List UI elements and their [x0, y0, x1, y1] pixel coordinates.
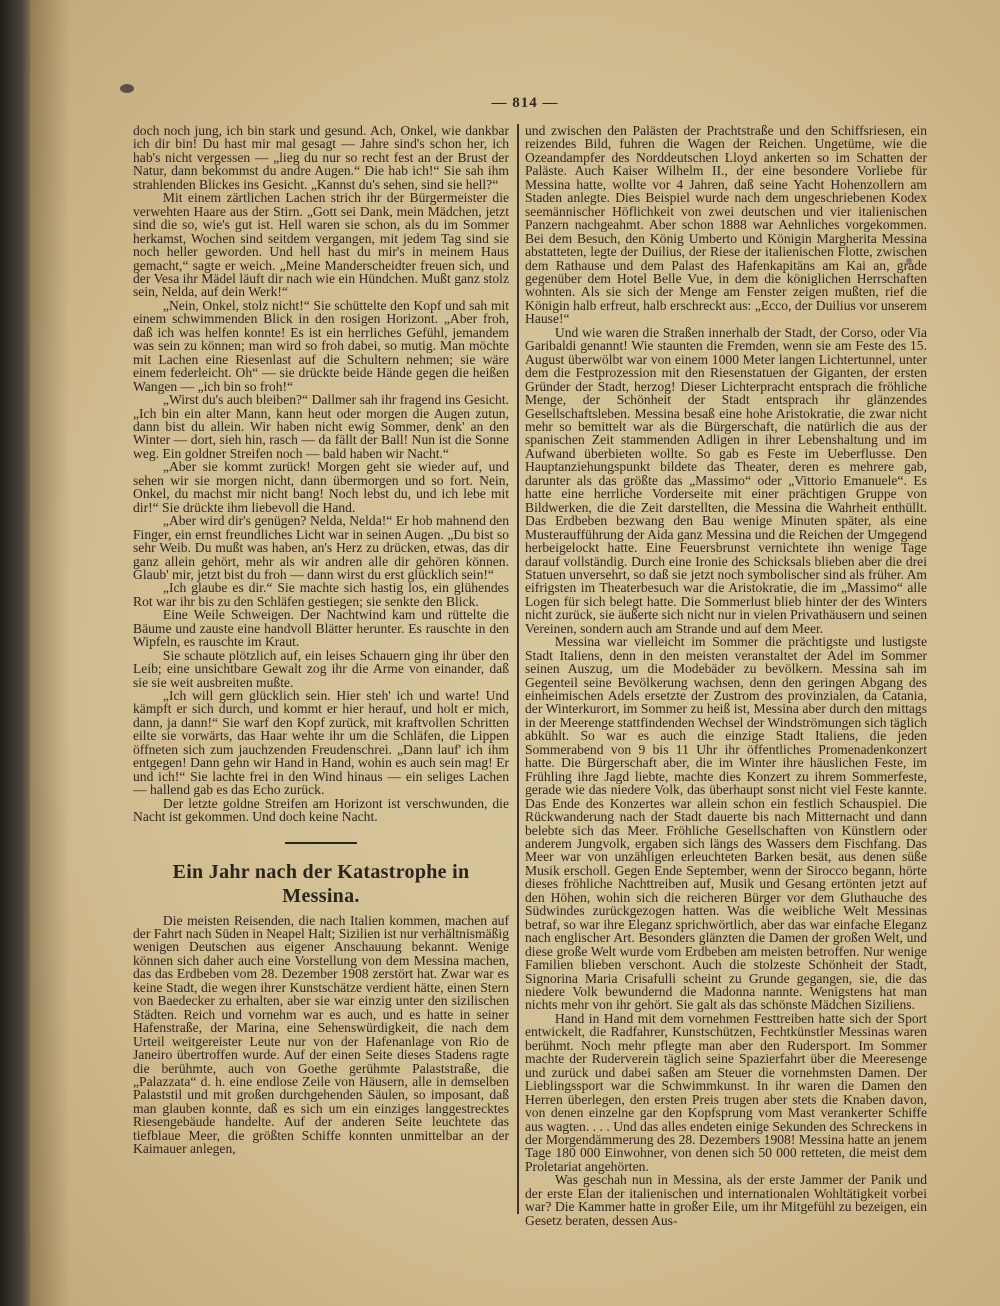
story-paragraph: „Aber wird dir's genügen? Nelda, Nelda!“ Er hob mahnend den Finger, ein ernst freundliches Licht war in seinen Augen. „Du bist so sehr Weib. Du mußt was haben, an's Herz zu drücken, etwas, das dir ganz allein gehört, mehr als wir andren alle dir gehören können. Glaub' mir, jetzt bist du froh — dann wirst du erst glücklich sein!“: [133, 513, 509, 582]
article-title: Ein Jahr nach der Katastrophe in Messina.: [172, 860, 470, 907]
left-column: [133, 124, 509, 1156]
story-paragraph: Der letzte goldne Streifen am Horizont ist verschwunden, die Nacht ist gekommen. Und doch keine Nacht.: [133, 795, 509, 825]
story-paragraph: Mit einem zärtlichen Lachen strich ihr der Bürgermeister die verwehten Haare aus der Stirn. „Gott sei Dank, mein Mädchen, jetzt sind die so, wie's gut ist. Hell waren sie schon, als du im Sommer herkamst, Wochen sind seitdem vergangen, mit jedem Tag sind sie noch heller geworden. Und hell hast du mir's in meinem Haus gemacht,“ sagte er weich. „Meine Manderscheidter freuen sich, und der Vesa ihr Mädel läuft dir nach wie ein Hündchen. Mußt ganz stolz sein, Nelda, auf dein Werk!“: [133, 190, 509, 300]
page-number: — 814 —: [491, 95, 559, 111]
story-paragraph: „Ich glaube es dir.“ Sie machte sich hastig los, ein glühendes Rot war ihr bis zu den Schläfen gestiegen; sie senkte den Blick.: [133, 580, 509, 609]
story-continuation: [133, 124, 509, 824]
story-paragraph: „Wirst du's auch bleiben?“ Dallmer sah ihr fragend ins Gesicht. „Ich bin ein alter Mann, kann heut oder morgen die Augen zutun, dann bist du allein. Wir haben nicht ewig Sommer, denk' an den Winter — dort, sieh hin, rasch — da fällt der Ball! Nun ist die Sonne weg. Ein goldner Streifen noch — bald haben wir Nacht.“: [133, 392, 509, 461]
article-paragraph: Die meisten Reisenden, die nach Italien kommen, machen auf der Fahrt nach Süden in Neapel Halt; Sizilien ist nur verhältnismäßig wenigen Deutschen aus eigener Anschauung bekannt. Wenige können sich daher auch eine Vorstellung von dem Messina machen, das das Erdbeben vom 28. Dezember 1908 zerstört hat. Zwar war es keine Stadt, die wegen ihrer Kunstschätze verdient hätte, einen Stern von Baedecker zu erhalten, aber sie war einzig unter den sizilischen Städten. Reich und vornehm war es auch, und es hatte in seiner Hafenstraße, der Marina, eine Sehenswürdigkeit, die nach dem Urteil weitgereister Leute nur von der Hafenanlage von Rio de Janeiro übertroffen wurde. Auf der einen Seite dieses Stadens ragte die berühmte, auch von Goethe gerühmte Palaststraße, die „Palazzata“ d. h. eine endlose Zeile von Häusern, alle in demselben Palaststil und mit großen durchgehenden Säulen, so imposant, daß man glauben konnte, daß es sich um ein einziges langgestrecktes Riesengebäude handelte. Auf der anderen Seite leuchtete das tiefblaue Meer, die größten Schiffe konnten unmittelbar an der Kaimauer anlegen,: [133, 912, 510, 1157]
story-paragraph: doch noch jung, ich bin stark und gesund. Ach, Onkel, wie dankbar ich dir bin! Du hast mir mal gesagt — Jahre sind's schon her, ich hab's nicht vergessen — „lieg du nur so recht fest an der Brust der Natur, dann bekommst du andre Augen.“ Die hab ich!“ Sie sah ihm strahlenden Blickes ins Gesicht. „Kannst du's sehen, sind sie hell?“: [133, 123, 509, 192]
story-paragraph: Sie schaute plötzlich auf, ein leises Schauern ging ihr über den Leib; eine unsichtbare Gewalt zog ihr die Arme von einander, daß sie sie weit ausbreiten mußte.: [133, 647, 509, 690]
column-divider: [517, 124, 519, 1214]
book-page: [30, 0, 1000, 1306]
article-paragraph: Was geschah nun in Messina, als der erste Jammer der Panik und der erste Elan der italienischen und internationalen Wohltätigkeit vorbei war? Die Kammer hatte in großer Eile, um ihr Mitgefühl zu bezeigen, ein Gesetz beraten, dessen Aus-: [525, 1172, 927, 1228]
story-paragraph: „Ich will gern glücklich sein. Hier steh' ich und warte! Und kämpft er sich durch, und kommt er hier herauf, und holt er mich, dann, ja dann!“ Sie warf den Kopf zurück, mit kraftvollen Schritten eilte sie vorwärts, das Haar wehte ihr um die Schläfen, die Lippen öffneten sich zum jauchzenden Freudenschrei. „Dann lauf' ich ihm entgegen! Dann gehn wir Hand in Hand, wohin es auch sein mag! Er und ich!“ Sie lachte frei in den Wind hinaus — ein seliges Lachen — hallend gab es das Echo zurück.: [133, 688, 509, 798]
ink-blot: [120, 84, 134, 93]
story-paragraph: „Aber sie kommt zurück! Morgen geht sie wieder auf, und sehen wir sie morgen nicht, dann übermorgen und so fort. Nein, Onkel, du machst mir nicht bang! Noch lebst du, und ich lebe mit dir!“ Sie drückte ihm liebevoll die Hand.: [133, 459, 509, 515]
article-paragraph: Hand in Hand mit dem vornehmen Festtreiben hatte sich der Sport entwickelt, die Radfahrer, Kunstschützen, Fechtkünstler Messinas waren berühmt. Noch mehr pflegte man aber den Rudersport. Im Sommer machte der Ruderverein täglich seine Spazierfahrt über die Meeresenge und zurück und dabei saßen am Steuer die vornehmsten Damen. Der Lieblingssport war die Schwimmkunst. In ihr waren die Damen den Herren überlegen, den ersten Preis trugen aber stets die Knaben davon, von denen einzelne gar den Kopfsprung vom Mast verankerter Schiffe aus wagten. . . . Und das alles endeten einige Sekunden des Schreckens in der Morgendämmerung des 28. Dezembers 1908! Messina hatte an jenem Tage 180 000 Einwohner, von denen sich 50 000 retteten, die meist dem Proletariat angehörten.: [525, 1010, 927, 1174]
story-paragraph: „Nein, Onkel, stolz nicht!“ Sie schüttelte den Kopf und sah mit einem schwimmenden Blick in den rosigen Horizont. „Aber froh, daß ich was helfen konnte! Es ist ein herrliches Gefühl, jemandem was sein zu können; man wird so froh dabei, so mutig. Man möchte mit Lachen eine Riesenlast auf die Schultern nehmen; sie wäre einem federleicht. Oh“ — sie drückte beide Hände gegen die heißen Wangen — „ich bin so froh!“: [133, 297, 509, 394]
article-paragraph: Und wie waren die Straßen innerhalb der Stadt, der Corso, oder Via Garibaldi genannt! Wie staunten die Fremden, wenn sie am Feste des 15. August überwölbt war von einem 1000 Meter langen Lichtertunnel, unter dem die Festprozession mit den Riesenstatuen der Giganten, der ersten Gründer der Stadt, herzog! Dieser Lichterpracht entsprach die fröhliche Menge, der Schönheit der Stadt entsprach ihr glänzendes Gesellschaftsleben. Messina besaß eine hohe Aristokratie, die zwar nicht mehr so bemittelt war als die Bürgerschaft, die natürlich die aus der spanischen Zeit stammenden Adligen in ihrer Lebenshaltung und im Aufwand überbieten wollte. So gab es Feste im Ueberflusse. Den Hauptanziehungspunkt bildete das Theater, deren es mehrere gab, darunter als das größte das „Massimo“ oder „Vittorio Emanuele“. Es hatte eine herrliche Vorderseite mit einer prächtigen Gruppe von Bildwerken, die die Zeit darstellten, die Messina die Wahrheit enthüllt. Das Erdbeben bezwang den Bau wenige Minuten später, als eine Musteraufführung der Aida ganz Messina und die Reichen der Umgegend herbeigelockt hatte. Eine Feuersbrunst vernichtete ihn wenige Tage darauf vollständig. Durch eine Ironie des Schicksals blieben aber die drei Statuen unversehrt, so daß sie jetzt noch symbolischer sind als früher. Am eifrigsten im Theaterbesuch war die Aristokratie, die im „Massimo“ alle Logen für sich belegt hatte. Die Sommerlust blieb hinter der des Winters nicht zurück, sie äußerte sich nicht nur in vielen Privathäusern und seinen Vereinen, sondern auch am Strande und auf dem Meer.: [525, 324, 927, 636]
article-paragraph: und zwischen den Palästen der Prachtstraße und den Schiffsriesen, ein reizendes Bild, fuhren die Wagen der Reichen. Ungetüme, wie die Ozeandampfer des Norddeutschen Lloyd ankerten so im Schatten der Paläste. Auch Kaiser Wilhelm II., der eine besondere Vorliebe für Messina hatte, wollte vor 4 Jahren, daß seine Yacht Hohenzollern am Staden anlegte. Dies Beispiel wurde nach dem ungeschriebenen Kodex seemännischer Höflichkeit von zwei deutschen und vier italienischen Panzern nachgeahmt. Aber schon 1888 war Aehnliches vorgekommen. Bei dem Besuch, den König Umberto und Königin Margherita Messina abstatteten, legte der Duilius, der Riese der italienischen Flotte, zwischen dem Rathause und dem Palast des Hafenkapitäns am Kai an, grade gegenüber dem Hotel Belle Vue, in dem die königlichen Herrschaften wohnten. Als sie sich der Menge am Fenster zeigen mußten, rief die Königin halb erfreut, halb erschreckt aus: „Ecco, der Duilius vor unserem Hause!“: [525, 123, 927, 327]
right-column: [525, 124, 927, 1227]
book-binding-edge: [0, 0, 30, 1306]
story-paragraph: Eine Weile Schweigen. Der Nachtwind kam und rüttelte die Bäume und zauste eine handvoll Blätter herunter. Es rauschte in den Wipfeln, es rauschte im Kraut.: [133, 607, 509, 650]
article-paragraph: Messina war vielleicht im Sommer die prächtigste und lustigste Stadt Italiens, denn in den meisten veranstaltet der Adel im Sommer seinen Auszug, um die Modebäder zu bevölkern. Messina sah im Gegenteil seine Bevölkerung wachsen, denn den geringen Abgang des einheimischen Adels ersetzte der Zustrom des provinzialen, da Catania, der Winterkurort, im Sommer zu heiß ist, Messina aber durch den mittags in der Meerenge stattfindenden Wechsel der Windströmungen sich täglich abkühlt. So war es auch die einzige Stadt Italiens, die jeden Sommerabend von 9 bis 11 Uhr ihr öffentliches Promenadenkonzert hatte. Die Bürgerschaft aber, die im Winter ihre häuslichen Feste, im Frühling ihre Jagd liebte, machte dies Konzert zu ihrem Sommerfeste, gerade wie das niedere Volk, das überhaupt sonst nicht viel Feste kannte. Das Ende des Konzertes war allein schon ein festlich Schauspiel. Die Rückwanderung nach der Stadt dauerte bis nach Mitternacht und dann belebte sich das Meer. Fröhliche Gesellschaften von Künstlern oder anderem Jungvolk, ergaben sich längs des Wassers dem Fischfang. Das Meer war von unzähligen erleuchteten Barken besät, aus denen süße Musik erscholl. Gegen Ende September, wenn der Sirocco begann, hörte dieses fröhliche Nachttreiben auf, Musik und Gesang ertönten jetzt auf den Höhen, wohin sich die reicheren Bürger vor dem Gluthauche des Südwindes zurückgezogen hatten. Was die weibliche Welt Messinas betraf, so war ihre Eleganz sprichwörtlich, aber das war einfache Eleganz nach englischer Art. Besonders glänzten die Damen der großen Welt, und diese große Welt wurde vom Erdbeben am meisten betroffen. Nur wenige Familien blieben verschont. Auch die stolzeste Schönheit der Stadt, Signorina Maria Crisafulli scheint zu Grunde gegangen, sie, die das niedere Volk bewundernd die Madonna nannte. Wenigstens hat man nichts mehr von ihr gehört. Sie galt als das schönste Mädchen Siziliens.: [525, 634, 927, 1013]
section-divider-rule: [285, 842, 357, 844]
